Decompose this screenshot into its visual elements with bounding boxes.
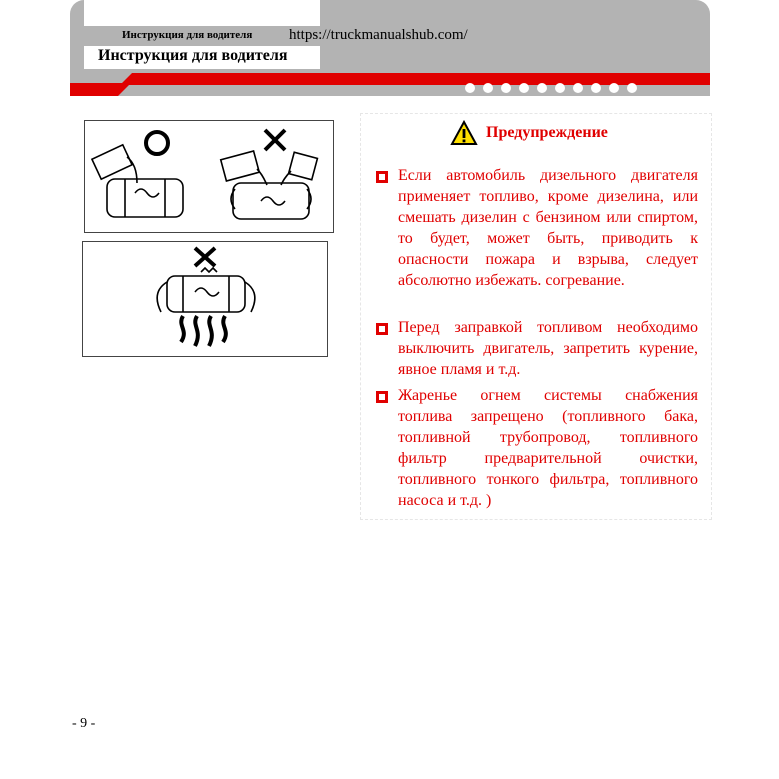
bullet-square-icon: [376, 323, 388, 335]
fire-warning-illustration: [82, 241, 328, 357]
warning-item-text: Если автомобиль дизельного двигателя применяет топливо, кроме дизелина, или смешать дизелин с бензином или спиртом, то будет, может быть, приводить к опасности пожара и взрыва, следует абсолютно избежать. согревание.: [398, 167, 698, 289]
fuel-mixing-illustration: [84, 120, 334, 233]
header-dot: [519, 83, 529, 93]
page-number: - 9 -: [72, 716, 96, 731]
header-dot: [537, 83, 547, 93]
bullet-square-icon: [376, 171, 388, 183]
warning-item-text: Жаренье огнем системы снабжения топлива запрещено (топливного бака, топливной трубопровод, топливного фильтр предварительной очистки, топливного тонкого фильтра, топливного насоса и т.д. ): [398, 387, 698, 509]
warning-header: [450, 120, 608, 146]
warning-item: [376, 317, 698, 380]
warning-item: [376, 165, 698, 291]
warning-item: [376, 385, 698, 511]
warning-item-text: Перед заправкой топливом необходимо выключить двигатель, запретить курение, явное пламя и т.д.: [398, 319, 698, 378]
header-dot: [627, 83, 637, 93]
header-dot: [501, 83, 511, 93]
header-dots: [465, 83, 637, 95]
fire-under-fuel-tank-icon: [83, 242, 327, 356]
header-dot: [483, 83, 493, 93]
warning-title: Предупреждение: [486, 124, 608, 141]
header-dot: [573, 83, 583, 93]
header-dot: [591, 83, 601, 93]
page-title: Инструкция для водителя: [98, 47, 288, 64]
header-label-box: [84, 0, 320, 26]
header-small-title: Инструкция для водителя: [122, 29, 253, 41]
warning-triangle-icon: [450, 120, 478, 146]
header-dot: [609, 83, 619, 93]
header-url[interactable]: https://truckmanualshub.com/: [289, 27, 468, 43]
header-dot: [465, 83, 475, 93]
bullet-square-icon: [376, 391, 388, 403]
header-dot: [555, 83, 565, 93]
fuel-correct-and-wrong-mixing-icon: [85, 121, 333, 232]
